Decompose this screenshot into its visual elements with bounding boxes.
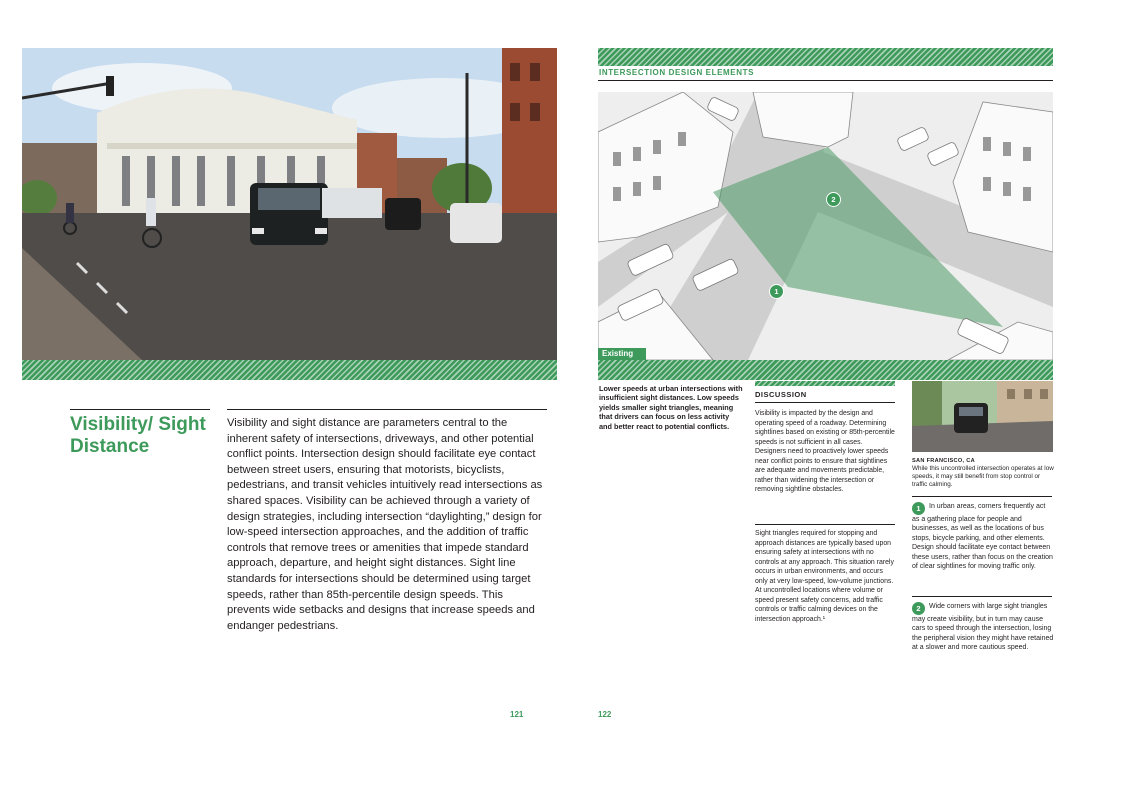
header-hatch-band [598,48,1053,66]
discussion-divider [755,402,895,403]
street-intersection-photo [22,48,557,360]
page-number-left: 121 [510,710,524,719]
note-2 [912,602,1054,653]
diagram-marker-1: 1 [769,284,784,299]
page-title: Visibility/ Sight Distance [70,414,206,457]
discussion-divider-2 [755,524,895,525]
discussion-paragraph-1: Visibility is impacted by the design and operating speed of a roadway. Determining sightlines based on existing or 85th-percentile speeds is not sufficient in all cases. Designers need to proactively lower speeds near conflict points to ensure that sightlines are adequate and movements predictable, rather than widening the intersection or removing sightline obstacles. [755,410,895,493]
body-paragraph: Visibility and sight distance are parameters central to the inherent safety of intersections, driveways, and other potential conflict points. Intersection design should facilitate eye contact between street users, ensuring that motorists, bicyclists, pedestrians, and transit vehicles intuitively read intersections as shared spaces. Visibility can be achieved through a variety of design strategies, including intersection “daylighting,” design for low-speed intersection approaches, and the addition of traffic controls that remove trees or amenities that impede standard approach, departure, and height sight distances. Sight line standards for intersections should be determined using target speeds, rather than 85th-percentile design speeds. This prevents wide setbacks and designs that increase speeds and endanger pedestrians. [227,417,543,632]
discussion-paragraph-2: Sight triangles required for stopping and approach distances are typically based upon ensuring safety at intersections with no controls at any approach. This situation rarely occurs in urban environments, and occurs only at very low-speed, low-volume junctions. At uncontrolled locations where volume or speed present safety concerns, add traffic controls or traffic calming devices on the intersection approach.¹ [755,530,894,623]
diagram-hatch-band [598,360,1053,380]
page-number-right: 122 [598,710,612,719]
diagram-caption: Lower speeds at urban intersections with insufficient sight distances. Low speeds yields smaller sight triangles, meaning that drivers can focus on less activity and better react to potential conflicts. [599,384,743,431]
photo-caption: While this uncontrolled intersection operates at low speeds, it may still benefit from stop control or traffic calming. [912,465,1054,489]
body-divider [227,409,547,410]
discussion-hatch [755,381,895,386]
note-1-text: In urban areas, corners frequently act as a gathering place for people and businesses, as well as the locations of bus stops, bicycle parking, and other elements. Design should facilitate eye contact between these users, rather than focus on the creation of clear sightlines for moving traffic only. [912,503,1053,571]
note-divider-1 [912,496,1052,497]
note-1 [912,502,1054,571]
note-2-number: 2 [912,602,925,615]
decorative-hatch-band [22,360,557,380]
diagram-existing-tag: Existing [598,348,646,360]
section-divider [598,80,1053,81]
section-label: INTERSECTION DESIGN ELEMENTS [599,68,755,77]
note-divider-2 [912,596,1052,597]
title-divider [70,409,210,410]
note-2-text: Wide corners with large sight triangles may create visibility, but in turn may cause cars to speed through the intersection, losing the peripheral vision they might have retained at a slower and more cautious speed. [912,603,1054,652]
intersection-sight-triangle-diagram [598,92,1053,360]
san-francisco-intersection-photo [912,381,1053,452]
discussion-heading: DISCUSSION [755,390,807,399]
note-1-number: 1 [912,502,925,515]
diagram-marker-2: 2 [826,192,841,207]
photo-location: SAN FRANCISCO, CA [912,458,975,464]
